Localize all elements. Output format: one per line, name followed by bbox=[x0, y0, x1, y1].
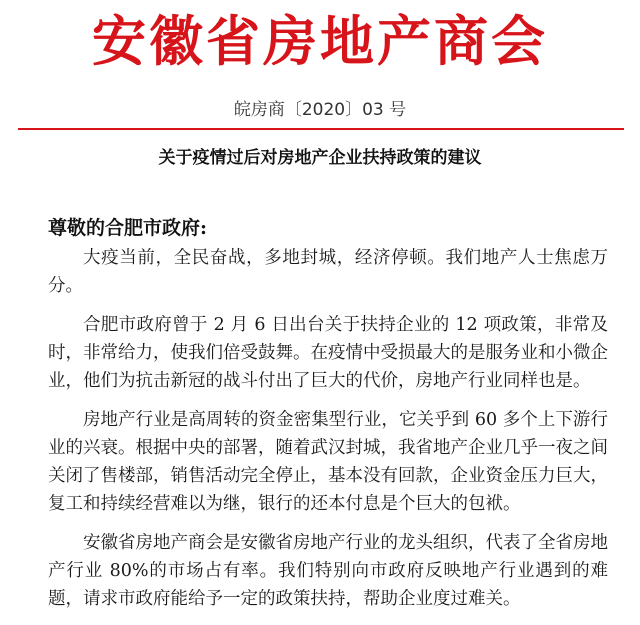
salutation: 尊敬的合肥市政府: bbox=[48, 217, 208, 239]
document-number: 皖房商〔2020〕03 号 bbox=[233, 100, 407, 120]
document-body bbox=[48, 244, 608, 624]
body-paragraph-3: 房地产行业是高周转的资金密集型行业，它关乎到 60 多个上下游行业的兴衰。根据中央的部署，随着武汉封城，我省地产企业几乎一夜之间关闭了售楼部，销售活动完全停止，基本没有回款，企业资金压力巨大，复工和持续经营难以为继，银行的还本付息是个巨大的包袱。 bbox=[48, 410, 608, 514]
header-divider bbox=[18, 128, 624, 130]
organization-header: 安徽省房地产商会 bbox=[92, 9, 548, 73]
body-paragraph-1: 大疫当前，全民奋战，多地封城，经济停顿。我们地产人士焦虑万分。 bbox=[48, 248, 608, 296]
body-paragraph-4: 安徽省房地产商会是安徽省房地产行业的龙头组织，代表了全省房地产行业 80%的市场占有率。我们特别向市政府反映地产行业遇到的难题，请求市政府能给予一定的政策扶持，帮助企业度过难关。 bbox=[48, 533, 608, 609]
body-paragraph-2: 合肥市政府曾于 2 月 6 日出台关于扶持企业的 12 项政策，非常及时，非常给力，使我们倍受鼓舞。在疫情中受损最大的是服务业和小微企业，他们为抗击新冠的战斗付出了巨大的代价，房地产行业同样也是。 bbox=[48, 315, 608, 391]
document-subject: 关于疫情过后对房地产企业扶持政策的建议 bbox=[158, 148, 482, 168]
